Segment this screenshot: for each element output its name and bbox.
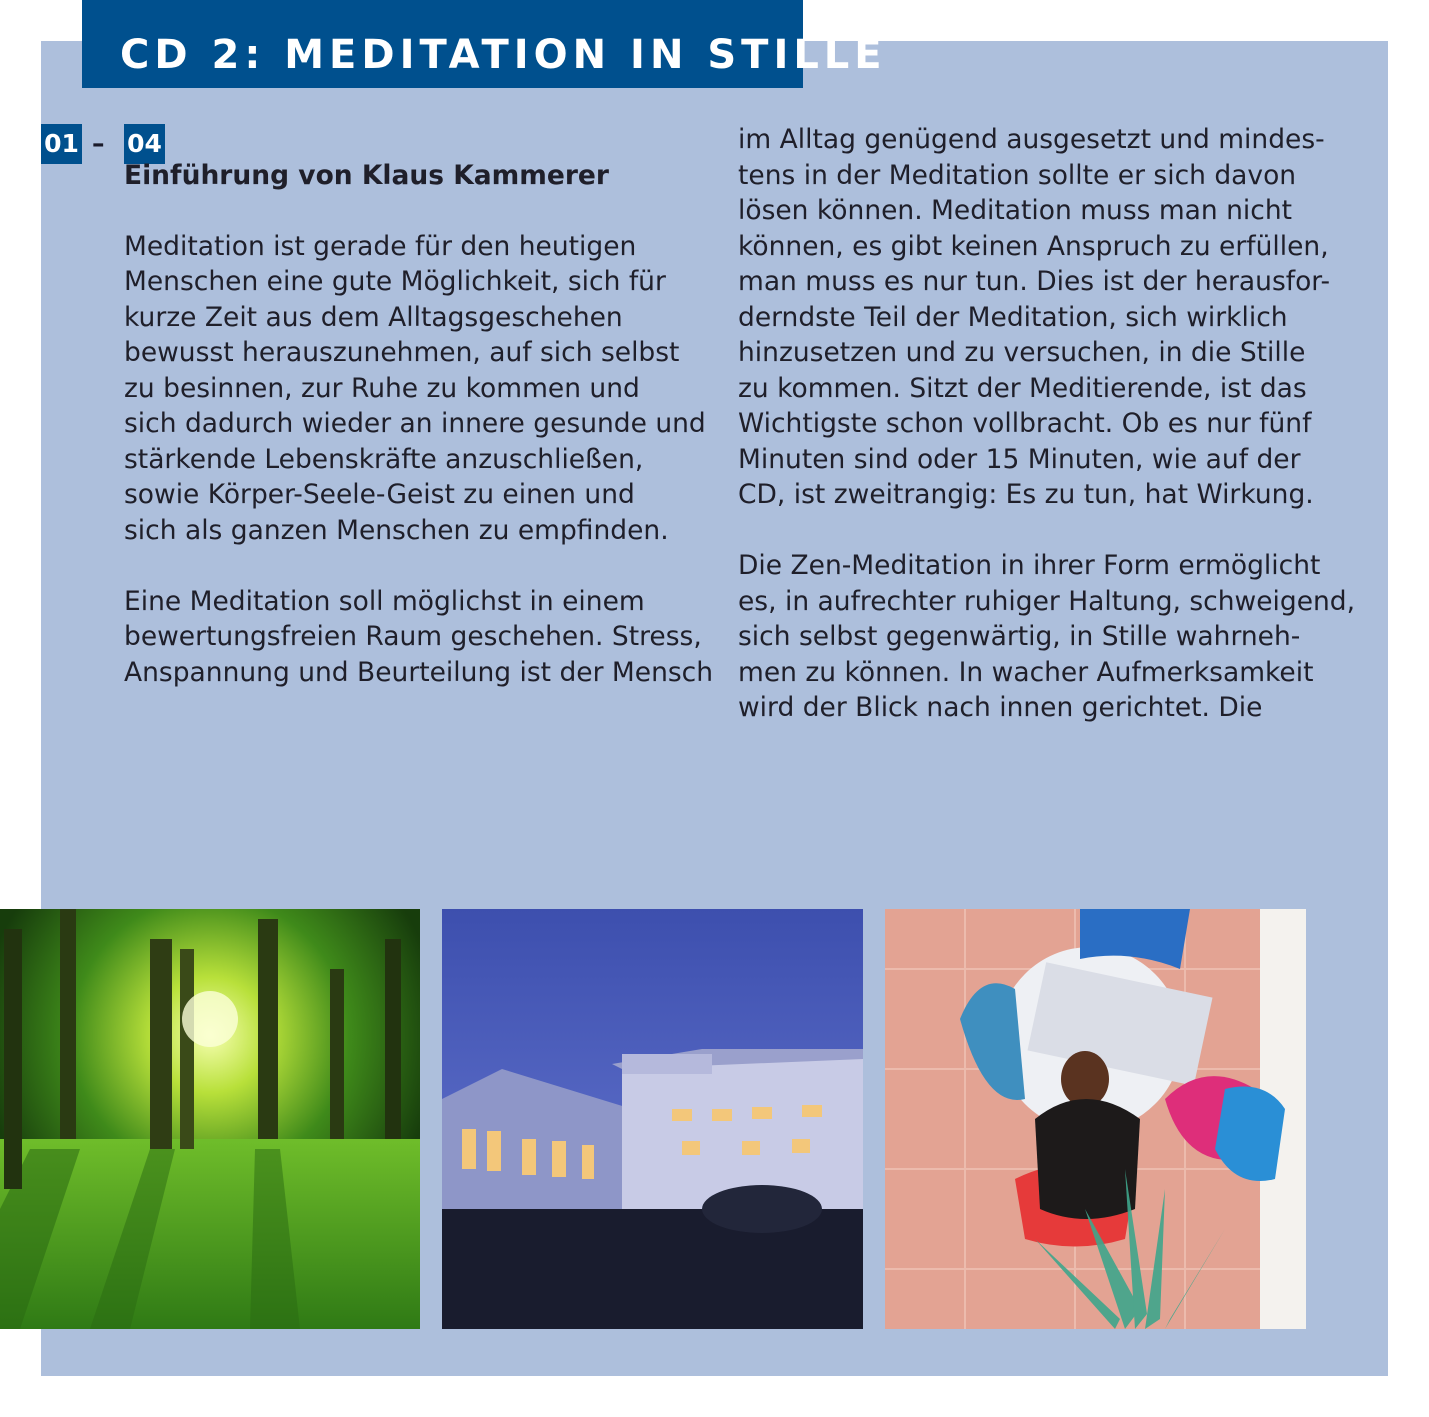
text-line: hinzusetzen und zu versuchen, in die Stille bbox=[738, 337, 1306, 368]
paragraph-gap bbox=[738, 513, 1338, 549]
right-paragraph-1 bbox=[738, 122, 1338, 513]
text-line: zu kommen. Sitzt der Meditierende, ist das bbox=[738, 372, 1307, 404]
text-line: es, in aufrechter ruhiger Haltung, schweigend, bbox=[738, 585, 1356, 617]
text-line: stärkende Lebenskräfte anzuschließen, bbox=[124, 443, 644, 475]
text-line: derndste Teil der Meditation, sich wirklich bbox=[738, 301, 1288, 333]
text-line: sich selbst gegenwärtig, in Stille wahrneh- bbox=[738, 621, 1301, 652]
section-heading: Einführung von Klaus Kammerer bbox=[124, 159, 609, 191]
blank-line bbox=[124, 122, 704, 158]
paragraph-gap bbox=[124, 548, 704, 584]
text-line: im Alltag genügend ausgesetzt und mindes- bbox=[738, 124, 1325, 155]
text-line: Meditation ist gerade für den heutigen bbox=[124, 230, 637, 262]
text-line: tens in der Meditation sollte er sich davon bbox=[738, 159, 1297, 191]
page-title: CD 2: MEDITATION IN STILLE bbox=[120, 32, 887, 78]
text-line: Wichtigste schon vollbracht. Ob es nur fünf bbox=[738, 408, 1312, 439]
track-range-separator: – bbox=[92, 129, 105, 158]
text-line: sowie Körper-Seele-Geist zu einen und bbox=[124, 479, 635, 510]
left-paragraph-2 bbox=[124, 584, 714, 691]
text-line: man muss es nur tun. Dies ist der herausfor- bbox=[738, 266, 1331, 297]
text-line: kurze Zeit aus dem Alltagsgeschehen bbox=[124, 301, 623, 333]
track-start-badge: 01 bbox=[41, 124, 82, 164]
left-paragraph-1 bbox=[124, 229, 704, 549]
paragraph-gap bbox=[124, 193, 704, 229]
text-line: Die Zen-Meditation in ihrer Form ermöglicht bbox=[738, 550, 1321, 581]
left-text-column bbox=[124, 122, 714, 690]
text-line: sich dadurch wieder an innere gesunde und bbox=[124, 408, 706, 439]
forest-photo bbox=[0, 909, 420, 1329]
text-line: bewusst herauszunehmen, auf sich selbst bbox=[124, 337, 680, 368]
right-text-column bbox=[738, 122, 1356, 726]
text-line: lösen können. Meditation muss man nicht bbox=[738, 195, 1293, 226]
text-line: Anspannung und Beurteilung ist der Mensch bbox=[124, 656, 714, 688]
reading-room-illustration bbox=[885, 909, 1306, 1329]
forest-illustration bbox=[0, 909, 420, 1329]
text-line: men zu können. In wacher Aufmerksamkeit bbox=[738, 656, 1314, 688]
reading-room-photo bbox=[885, 909, 1306, 1329]
text-line: Minuten sind oder 15 Minuten, wie auf der bbox=[738, 443, 1301, 475]
text-line: zu besinnen, zur Ruhe zu kommen und bbox=[124, 372, 640, 404]
title-banner bbox=[82, 0, 887, 88]
text-line: Menschen eine gute Möglichkeit, sich für bbox=[124, 266, 666, 297]
building-illustration bbox=[442, 909, 863, 1329]
text-line: bewertungsfreien Raum geschehen. Stress, bbox=[124, 621, 702, 652]
text-line: Eine Meditation soll möglichst in einem bbox=[124, 585, 645, 617]
text-line: sich als ganzen Menschen zu empfinden. bbox=[124, 514, 669, 546]
text-line: wird der Blick nach innen gerichtet. Die bbox=[738, 692, 1263, 723]
text-line: können, es gibt keinen Anspruch zu erfüllen, bbox=[738, 230, 1329, 262]
text-line: CD, ist zweitrangig: Es zu tun, hat Wirkung. bbox=[738, 479, 1314, 510]
right-paragraph-2 bbox=[738, 548, 1356, 726]
building-photo bbox=[442, 909, 863, 1329]
track-end-badge: 04 bbox=[124, 124, 165, 164]
